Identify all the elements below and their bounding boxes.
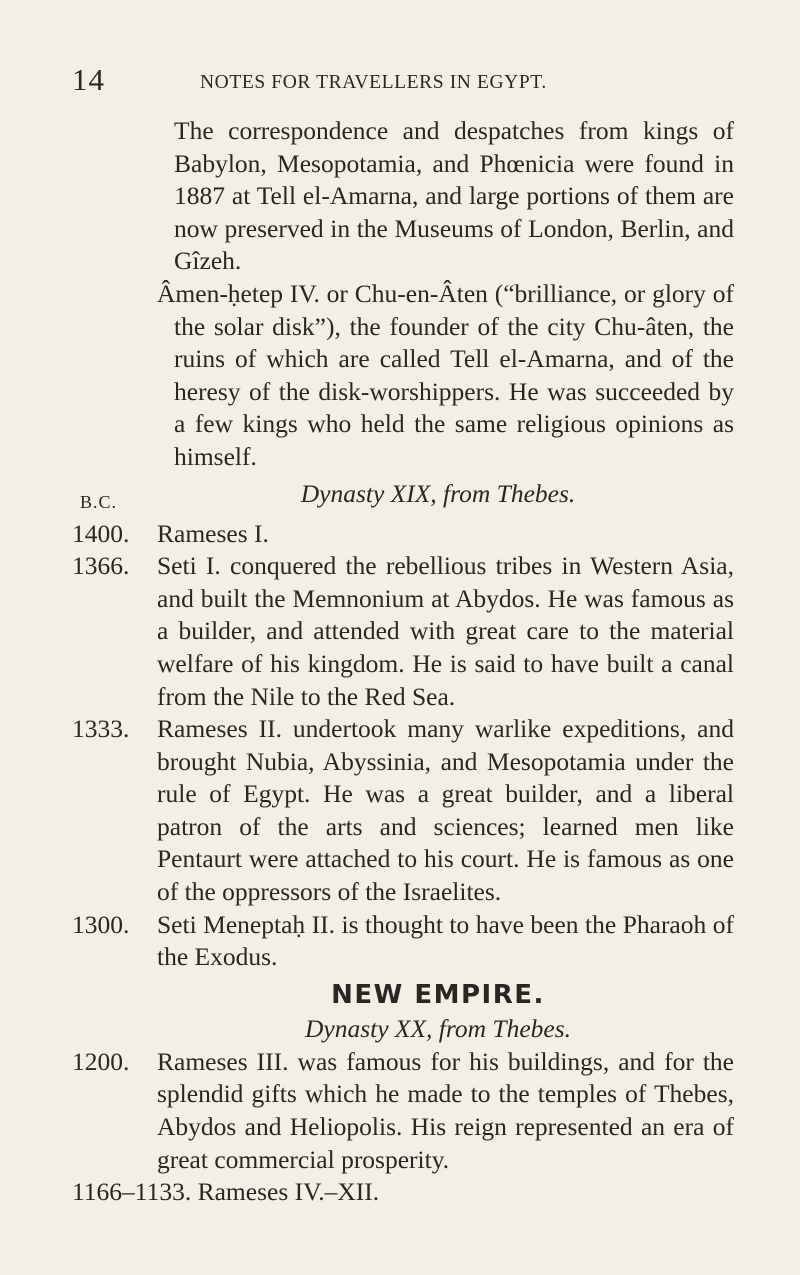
new-empire-heading: NEW EMPIRE. <box>331 979 545 1010</box>
chronology-entry <box>72 713 734 909</box>
entry-text: Rameses IV.–XII. <box>197 1177 380 1207</box>
dynasty-xix-heading-row <box>72 478 734 518</box>
chronology-entry <box>72 1046 734 1176</box>
entry-year: 1300. <box>72 909 130 939</box>
entry-text: Rameses II. undertook many warlike expeditions, and brought Nubia, Abyssinia, and Mesopotamia under the rule of Egypt. He was a great builder, and a liberal patron of the arts and sciences; learned men like Pentaurt were attached to his court. He is famous as one of the oppressors of the Israelites. <box>157 714 734 907</box>
chronology-entry <box>72 909 734 974</box>
chronology-entry <box>72 550 734 713</box>
page-header <box>72 62 612 102</box>
dynasty-xix-title: Dynasty XIX, from Thebes. <box>300 478 576 508</box>
entry-year: 1166–1133. <box>72 1177 192 1207</box>
entry-text: Rameses III. was famous for his buildings, and for the splendid gifts which he made to the temples of Thebes, Abydos and Heliopolis. His reign represented an era of great commercial prosperity. <box>157 1046 734 1174</box>
page-body <box>72 115 734 1209</box>
dynasty-xx-title: Dynasty XX, from Thebes. <box>304 1013 572 1043</box>
entry-year: 1366. <box>72 551 130 581</box>
entry-text: Seti Meneptaḥ II. is thought to have been the Pharaoh of the Exodus. <box>157 909 734 972</box>
page-number: 14 <box>72 62 105 97</box>
entry-year: 1200. <box>72 1046 130 1076</box>
entry-year: 1400. <box>72 518 130 548</box>
amenhetep-paragraph: Âmen-ḥetep IV. or Chu-en-Âten (“brilliance, or glory of the solar disk”), the founder of the city Chu-âten, the ruins of which are called Tell el-Amarna, and of the heresy of the disk-worshippers. He was succeeded by a few kings who held the same religious opinions as himself. <box>157 278 734 471</box>
era-label: B.C. <box>80 491 118 512</box>
entry-text: Rameses I. <box>157 518 269 548</box>
running-title: NOTES FOR TRAVELLERS IN EGYPT. <box>200 72 547 93</box>
entry-year: 1333. <box>72 714 130 744</box>
chronology-entry-range <box>72 1176 734 1209</box>
correspondence-paragraph: The correspondence and despatches from kings of Babylon, Mesopotamia, and Phœnicia were found in 1887 at Tell el-Amarna, and large portions of them are now preserved in the Museums of London, Berlin, and Gîzeh. <box>174 116 734 276</box>
chronology-entry <box>72 518 734 551</box>
entry-text: Seti I. conquered the rebellious tribes in Western Asia, and built the Memnonium at Abydos. He was famous as a builder, and attended with great care to the material welfare of his kingdom. He is said to have built a canal from the Nile to the Red Sea. <box>157 551 734 711</box>
